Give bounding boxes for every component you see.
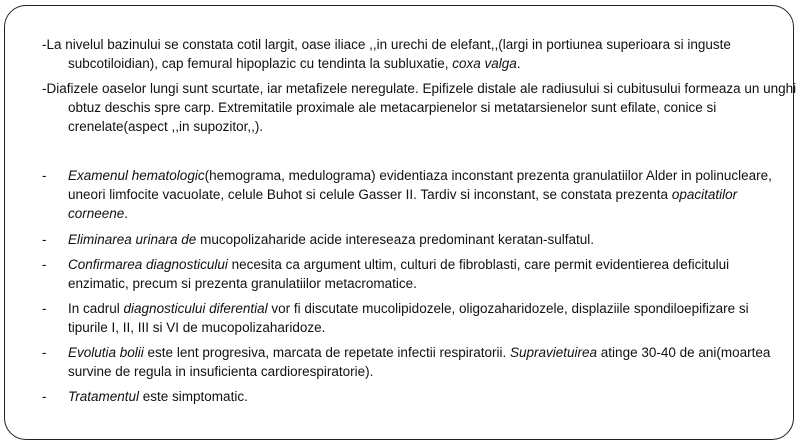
paragraph-pelvis-italic: coxa valga [452, 56, 517, 71]
paragraph-pelvis [42, 35, 798, 73]
bullet-item-urinary [42, 230, 782, 249]
bullet-italic-term: opacitatilor corneene [68, 187, 738, 221]
bullet-italic-term: Examenul hematologic [68, 168, 205, 183]
bullet-italic-term: Tratamentul [68, 389, 140, 404]
bullet-text: este simptomatic. [139, 389, 248, 404]
bullet-item-treatment [42, 387, 782, 406]
bullet-dash: - [42, 301, 47, 316]
bullet-body [68, 299, 782, 337]
bullet-item-hematology [42, 166, 782, 223]
bullet-dash: - [42, 232, 47, 247]
bullet-text: . [124, 206, 129, 221]
bullet-body [68, 343, 782, 381]
bullet-text: (hemograma, medulograma) evidentiaza inconstant prezenta granulatiilor Alder in polinucleare, uneori limfocite vacuolate, celule Buhot si celule Gasser II. Tardiv si inconstant, se constata prezenta [68, 168, 772, 202]
bullet-dash: - [42, 168, 47, 183]
bullet-text: In cadrul [68, 301, 124, 316]
bullet-item-evolution [42, 343, 782, 381]
paragraph-long-bones [42, 79, 798, 136]
bullet-dash: - [42, 345, 47, 360]
bullet-italic-term: Confirmarea diagnosticului [68, 257, 228, 272]
bullet-italic-term: diagnosticului diferential [123, 301, 268, 316]
bullet-dash: - [42, 257, 47, 272]
bullet-text: este lent progresiva, marcata de repetate infectii respiratorii. [143, 345, 510, 360]
bullet-text: atinge 30-40 de ani(moartea survine de regula in insuficienta cardiorespiratorie). [68, 345, 771, 379]
bullet-dash: - [42, 389, 47, 404]
bullet-italic-term: Supravietuirea [509, 345, 598, 360]
bullet-italic-term: Eliminarea urinara de [68, 232, 197, 247]
bullet-body [68, 230, 782, 249]
paragraph-pelvis-text: -La nivelul bazinului se constata cotil largit, oase iliace ,,in urechi de elefant,,(largi in portiunea superioara si inguste subcotiloidian), cap femural hipoplazic cu tendinta la subluxatie, [42, 37, 731, 71]
bullet-item-confirmation [42, 255, 782, 293]
bullet-text: necesita ca argument ultim, culturi de fibroblasti, care permit evidentierea deficitului enzimatic, precum si prezenta granulatiilor metacromatice. [68, 257, 730, 291]
bullet-body [68, 387, 782, 406]
paragraph-pelvis-suffix: . [516, 56, 521, 71]
paragraph-long-bones-text: -Diafizele oaselor lungi sunt scurtate, iar metafizele neregulate. Epifizele distale ale radiusului si cubitusului formeaza un unghi obtuz deschis spre carp. Extremitatile proximale ale metacarpienelor si metatarsienelor sunt efilate, conice si crenelate(aspect ,,in supozitor,,). [42, 81, 797, 134]
bullet-italic-term: Evolutia bolii [68, 345, 144, 360]
bullet-item-differential [42, 299, 782, 337]
bullet-body [68, 166, 782, 223]
bullet-body [68, 255, 782, 293]
bullet-text: vor fi discutate mucolipidozele, oligozaharidozele, displaziile spondiloepifizare si tipurile I, II, III si VI de mucopolizaharidoze. [68, 301, 749, 335]
bullet-text: mucopolizaharide acide intereseaza predominant keratan-sulfatul. [196, 232, 595, 247]
